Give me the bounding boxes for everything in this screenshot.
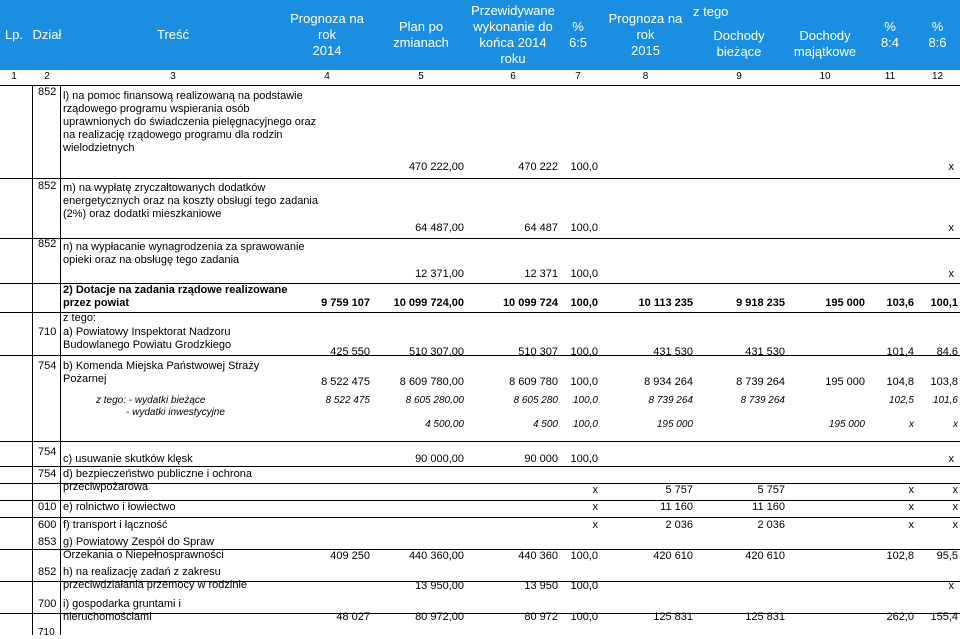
header-text: wykonanie do bbox=[473, 19, 553, 34]
header-dochody-majatkowe bbox=[785, 18, 865, 70]
cell-plan: 4 500,00 bbox=[425, 419, 464, 430]
col-number: 7 bbox=[575, 71, 581, 82]
cell-przewidywane: 510 307 bbox=[518, 346, 558, 358]
table-body bbox=[0, 86, 960, 638]
cell-pct-8-4: 102,8 bbox=[886, 550, 914, 562]
header-text: 8:6 bbox=[928, 35, 947, 50]
row-dzial: 710 bbox=[38, 326, 57, 338]
cell-pct-8-6: x bbox=[948, 453, 954, 465]
header-text: Prognoza na rok bbox=[290, 11, 364, 42]
cell-prognoza-2015: 431 530 bbox=[653, 346, 693, 358]
cell-plan: 13 950,00 bbox=[415, 580, 464, 592]
header-dochody-biezace: Dochody bieżące bbox=[713, 28, 765, 59]
row-dzial: 710 bbox=[38, 627, 55, 638]
cell-pct-6-5: x bbox=[592, 484, 598, 496]
header-przewidywane bbox=[468, 0, 558, 70]
col-number: 4 bbox=[324, 71, 330, 82]
row-divider bbox=[0, 517, 960, 518]
cell-pct-6-5: 100,0 bbox=[570, 453, 598, 465]
column-divider bbox=[32, 86, 33, 635]
cell-pct-8-4: 102,5 bbox=[888, 395, 914, 406]
cell-plan: 80 972,00 bbox=[415, 611, 464, 623]
row-dzial: 754 bbox=[38, 446, 57, 458]
cell-przewidywane: 8 605 280 bbox=[513, 395, 558, 406]
cell-pct-6-5: x bbox=[592, 501, 598, 513]
cell-prognoza-2015: 125 831 bbox=[653, 611, 693, 623]
cell-pct-6-5: 100,0 bbox=[570, 161, 598, 173]
cell-dochody-majatkowe: 195 000 bbox=[825, 297, 865, 309]
cell-pct-8-6: x bbox=[948, 161, 954, 173]
cell-prognoza-2015: 11 160 bbox=[660, 501, 693, 513]
header-text: % bbox=[931, 19, 944, 34]
cell-pct-8-6: x bbox=[953, 419, 958, 430]
cell-pct-6-5: 100,0 bbox=[570, 268, 598, 280]
row-description: g) Powiatowy Zespół do Spraw Orzekania o Niepełnosprawności bbox=[63, 536, 224, 561]
cell-pct-8-6: 84,6 bbox=[936, 346, 958, 358]
header-plan bbox=[374, 0, 468, 70]
cell-przewidywane: 80 972 bbox=[524, 611, 558, 623]
cell-pct-8-4: x bbox=[908, 501, 914, 513]
row-description: - wydatki inwestycyjne bbox=[126, 407, 225, 418]
header-text: 2015 bbox=[631, 43, 660, 58]
cell-przewidywane: 4 500 bbox=[532, 419, 558, 430]
cell-plan: 440 360,00 bbox=[408, 550, 464, 562]
row-dzial: 852 bbox=[38, 566, 57, 578]
cell-prognoza-2014: 8 522 475 bbox=[321, 376, 370, 388]
cell-pct-6-5: 100,0 bbox=[570, 376, 598, 388]
header-text: majątkowe bbox=[793, 44, 857, 59]
cell-przewidywane: 13 950 bbox=[524, 580, 558, 592]
row-divider bbox=[0, 355, 960, 356]
cell-pct-8-4: 104,8 bbox=[886, 376, 914, 388]
cell-pct-8-4: x bbox=[909, 419, 914, 430]
row-dzial: 754 bbox=[38, 468, 57, 480]
cell-dochody-biezace: 8 739 264 bbox=[736, 376, 785, 388]
cell-przewidywane: 440 360 bbox=[518, 550, 558, 562]
header-text: 8:4 bbox=[880, 35, 900, 50]
row-divider bbox=[0, 178, 960, 179]
cell-przewidywane: 470 222 bbox=[518, 161, 558, 173]
cell-pct-8-6: 95,5 bbox=[936, 550, 958, 562]
row-description: n) na wypłacanie wynagrodzenia za sprawowanie opieki oraz na obsługę tego zadania bbox=[63, 241, 305, 266]
cell-plan: 510 307,00 bbox=[408, 346, 464, 358]
cell-prognoza-2015: 8 739 264 bbox=[648, 395, 693, 406]
cell-pct-8-6: 155,4 bbox=[930, 611, 958, 623]
cell-plan: 8 605 280,00 bbox=[405, 395, 464, 406]
cell-prognoza-2015: 195 000 bbox=[656, 419, 693, 430]
column-divider bbox=[60, 86, 61, 635]
cell-dochody-majatkowe: 195 000 bbox=[828, 419, 865, 430]
col-number: 11 bbox=[884, 71, 896, 82]
cell-przewidywane: 8 609 780 bbox=[509, 376, 558, 388]
cell-pct-6-5: 100,0 bbox=[570, 611, 598, 623]
cell-pct-8-4: 103,6 bbox=[886, 297, 914, 309]
cell-pct-8-6: 100,1 bbox=[930, 297, 958, 309]
row-dzial: 852 bbox=[38, 180, 57, 192]
cell-pct-6-5: 100,0 bbox=[570, 580, 598, 592]
header-prognoza-2015 bbox=[598, 0, 693, 70]
cell-prognoza-2014: 48 027 bbox=[336, 611, 370, 623]
header-text: 6:5 bbox=[568, 35, 588, 50]
cell-pct-6-5: 100,0 bbox=[572, 395, 598, 406]
cell-pct-6-5: 100,0 bbox=[572, 419, 598, 430]
cell-dochody-biezace: 8 739 264 bbox=[740, 395, 785, 406]
cell-pct-6-5: x bbox=[592, 519, 598, 531]
cell-pct-8-6: x bbox=[948, 222, 954, 234]
row-description: l) na pomoc finansową realizowaną na podstawie rządowego programu wspierania osób uprawnionych do świadczenia pielęgnacyjnego oraz na realizację rządowego programu dla rodzin wielodzietnych bbox=[63, 90, 317, 154]
cell-pct-6-5: 100,0 bbox=[570, 297, 598, 309]
cell-pct-8-6: x bbox=[952, 501, 958, 513]
cell-dochody-biezace: 125 831 bbox=[745, 611, 785, 623]
cell-prognoza-2015: 8 934 264 bbox=[644, 376, 693, 388]
header-pct-8-6 bbox=[915, 0, 960, 70]
header-text: Prognoza na rok bbox=[608, 11, 683, 42]
header-text: 2014 bbox=[312, 43, 342, 58]
col-number: 5 bbox=[418, 71, 424, 82]
cell-pct-8-4: x bbox=[908, 519, 914, 531]
cell-przewidywane: 10 099 724 bbox=[502, 297, 558, 309]
row-dzial: 754 bbox=[38, 360, 57, 372]
cell-przewidywane: 12 371 bbox=[524, 268, 558, 280]
cell-dochody-biezace: 431 530 bbox=[745, 346, 785, 358]
row-description: b) Komenda Miejska Państwowej Straży Pożarnej bbox=[63, 360, 260, 385]
cell-przewidywane: 90 000 bbox=[524, 453, 558, 465]
table-header bbox=[0, 0, 960, 70]
cell-pct-8-4: x bbox=[908, 484, 914, 496]
cell-prognoza-2015: 5 757 bbox=[665, 484, 693, 496]
cell-pct-8-4: 101,4 bbox=[886, 346, 914, 358]
row-description: f) transport i łączność bbox=[63, 519, 168, 531]
row-description: e) rolnictwo i łowiectwo bbox=[63, 501, 176, 513]
row-description: m) na wypłatę zryczałtowanych dodatków energetycznych oraz na koszty obsługi tego zadania (2%) oraz dodatki mieszkaniowe bbox=[63, 182, 318, 220]
cell-dochody-biezace: 420 610 bbox=[745, 550, 785, 562]
row-description: i) gospodarka gruntami i nieruchomościami bbox=[63, 598, 182, 623]
cell-dochody-biezace: 2 036 bbox=[757, 519, 785, 531]
cell-dochody-biezace: 9 918 235 bbox=[736, 297, 785, 309]
header-pct-6-5 bbox=[558, 0, 598, 70]
header-pct-8-4 bbox=[865, 0, 915, 70]
col-number: 2 bbox=[44, 71, 50, 82]
col-number: 12 bbox=[931, 71, 944, 82]
header-tresc: Treść bbox=[156, 27, 190, 42]
cell-plan: 64 487,00 bbox=[415, 222, 464, 234]
header-prognoza-2014 bbox=[280, 0, 374, 70]
cell-pct-6-5: 100,0 bbox=[570, 346, 598, 358]
col-number: 9 bbox=[736, 71, 742, 82]
cell-prognoza-2014: 409 250 bbox=[330, 550, 370, 562]
cell-dochody-majatkowe: 195 000 bbox=[825, 376, 865, 388]
cell-plan: 8 609 780,00 bbox=[399, 376, 464, 388]
row-divider bbox=[0, 238, 960, 239]
cell-prognoza-2014: 8 522 475 bbox=[325, 395, 370, 406]
row-description: z tego: - wydatki bieżące bbox=[96, 395, 206, 406]
cell-plan: 470 222,00 bbox=[408, 161, 464, 173]
cell-plan: 10 099 724,00 bbox=[393, 297, 464, 309]
cell-dochody-biezace: 5 757 bbox=[757, 484, 785, 496]
row-dzial: 852 bbox=[38, 238, 57, 250]
header-text: Przewidywane bbox=[471, 3, 555, 18]
cell-pct-8-4: 262,0 bbox=[886, 611, 914, 623]
header-text: Plan po bbox=[398, 19, 444, 34]
row-divider bbox=[0, 441, 960, 442]
header-dzial: Dział bbox=[32, 27, 62, 42]
row-description: z tego: bbox=[63, 312, 97, 324]
header-lp: Lp. bbox=[4, 27, 24, 42]
header-z-tego: z tego bbox=[693, 4, 729, 19]
header-text: końca 2014 roku bbox=[479, 35, 547, 66]
row-description: a) Powiatowy Inspektorat Nadzoru Budowlanego Powiatu Grodzkiego bbox=[63, 326, 232, 351]
row-dzial: 600 bbox=[38, 519, 57, 531]
cell-pct-8-6: x bbox=[948, 580, 954, 592]
header-text: % bbox=[572, 19, 584, 34]
cell-prognoza-2015: 2 036 bbox=[665, 519, 693, 531]
cell-pct-8-6: x bbox=[952, 519, 958, 531]
cell-pct-8-6: x bbox=[952, 484, 958, 496]
column-number-row bbox=[0, 70, 960, 86]
cell-prognoza-2015: 420 610 bbox=[653, 550, 693, 562]
cell-pct-8-6: 101,6 bbox=[932, 395, 958, 406]
header-text: zmianach bbox=[393, 35, 449, 50]
col-number: 1 bbox=[11, 71, 17, 82]
row-dzial: 010 bbox=[38, 501, 57, 513]
header-text: Dochody bbox=[799, 28, 851, 43]
row-description: c) usuwanie skutków klęsk bbox=[63, 453, 193, 465]
row-divider bbox=[0, 312, 960, 313]
col-number: 8 bbox=[642, 71, 649, 82]
row-description: d) bezpieczeństwo publiczne i ochrona przeciwpożarowa bbox=[63, 468, 252, 493]
header-text: % bbox=[884, 19, 896, 34]
row-dzial: 852 bbox=[38, 86, 57, 98]
cell-przewidywane: 64 487 bbox=[524, 222, 558, 234]
cell-dochody-biezace: 11 160 bbox=[752, 501, 785, 513]
row-dzial: 700 bbox=[38, 598, 57, 610]
row-description: 2) Dotacje na zadania rządowe realizowane przez powiat bbox=[63, 284, 288, 309]
row-description: h) na realizację zadań z zakresu przeciwdziałania przemocy w rodzinie bbox=[63, 566, 248, 591]
col-number: 6 bbox=[510, 71, 516, 82]
cell-pct-8-6: x bbox=[948, 268, 954, 280]
cell-plan: 12 371,00 bbox=[415, 268, 464, 280]
cell-prognoza-2014: 9 759 107 bbox=[321, 297, 370, 309]
cell-prognoza-2014: 425 550 bbox=[330, 346, 370, 358]
cell-pct-6-5: 100,0 bbox=[570, 550, 598, 562]
row-divider bbox=[0, 466, 960, 467]
cell-plan: 90 000,00 bbox=[415, 453, 464, 465]
col-number: 10 bbox=[819, 71, 831, 82]
row-dzial: 853 bbox=[38, 536, 57, 548]
cell-prognoza-2015: 10 113 235 bbox=[638, 297, 693, 309]
cell-pct-6-5: 100,0 bbox=[570, 222, 598, 234]
col-number: 3 bbox=[170, 71, 176, 82]
cell-pct-8-6: 103,8 bbox=[930, 376, 958, 388]
